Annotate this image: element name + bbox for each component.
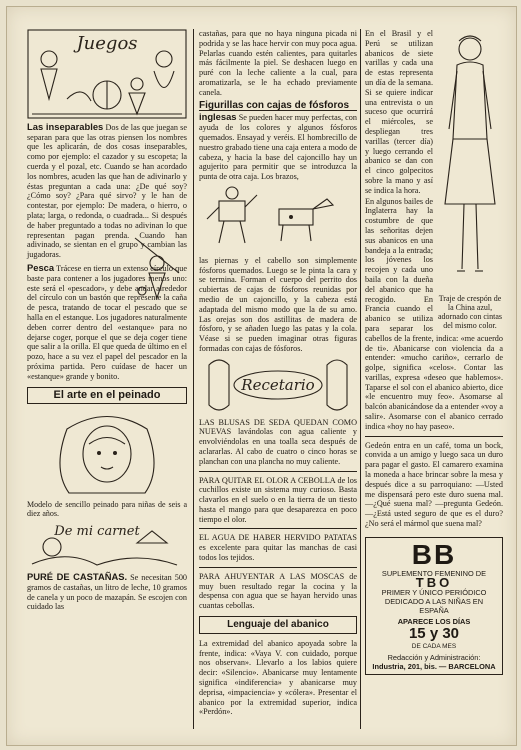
column-middle [199, 29, 357, 718]
ad-bb: BB [411, 538, 457, 570]
section-arte-peinado: El arte en el peinado [27, 387, 187, 405]
ad-cada-mes: DE CADA MES [411, 642, 457, 650]
castanas-continued: castañas, para que no haya ninguna picada ni podrida y se las hace hervir con muy poca agua. Pelarlas cuando estén calientes, para quitarles más fácilmente la piel. Se deshacen luego en puré con la leche caliente a la cual, para aromatizarla, se le ha echado previamente canela. [199, 29, 357, 97]
cebolla-heading: PARA QUITAR EL OLOR A CEBOLLA [199, 475, 336, 485]
dress-figure [437, 29, 503, 331]
separator [199, 528, 357, 529]
pesca-heading: Pesca [27, 261, 55, 273]
ad-days: 15 y 30 [408, 624, 460, 642]
ad-redaccion: Redacción y Administración: [387, 652, 481, 662]
gedeon-joke: Gedeón entra en un café, toma un bock, convida a un amigo y luego saca un duro para pagar el gasto. El camarero examina la moneda a hace brincar sobre la mesa y después dice a su parroquiano: —Usted me dispensará pero este duro suena mal. —¿Qué suena mal? —pregunta Gedeón. —¿Está usted seguro de que es el duro? ¿No será el mármol que suena mal? [365, 440, 503, 529]
figurillas-heading: Figurillas con cajas de fósforos [199, 101, 357, 112]
separator [199, 567, 357, 568]
cebolla-text: de los cuchillos existe un sistema muy curioso. Basta clavarlos en el suelo o en la tierra de un tiesto hasta el mango para que desaparezca en poco tiempo el olor. [199, 475, 357, 524]
column-rule-2 [360, 29, 361, 729]
recetario-heading: Recetario [241, 375, 315, 394]
abanico-continued-2: En algunos bailes de Inglaterra hay la costumbre de que las señoritas dejen sus abanicos en una bandeja a la entrada; los jóvenes los recojen y cada uno baila con la dueña del abanico que ha recogido. En Francia cuando el abanico se utiliza para separar los cabellos de la frente, indica: «me acuerdo de ti». Abanicarse con violencia da a entender: «mucho cariño», cerrarlo de golpe, significa «celos». Contar las varillas, expresa «deseo que hablemos». Taparse el sol con el abanico abierto, dice «le encuentro muy feo». Asomarse al balcón abanicándose da a entender «voy a salir». Asomarse con el abanico cerrado indica «hoy no hay paseo». [365, 196, 503, 431]
juegos-illustration [27, 29, 187, 119]
juegos-heading: Juegos [76, 33, 138, 54]
column-left [27, 29, 187, 613]
mi-carnet-illustration [27, 519, 187, 569]
matchbox-figures-illustration [199, 183, 357, 253]
mi-carnet-heading: De mi carnet [54, 524, 140, 540]
inseparables-heading: Las inseparables [27, 120, 104, 132]
figurillas-text-2: las piernas y el cabello son simplemente fósforos quemados. Luego se le pinta la cara y se termina. Forman el cuerpo del perrito dos cubiertas de cajas de fósforos reunidas por medio de un cajoncillo, y la cabeza está adaptada del mismo modo que la de su amo. Las orejas son dos astillitas de madera de fósforo, y se añaden luego las patas y la cola. Véase si se pueden imaginar otras figuras formadas con cajas de fósforos. [199, 255, 357, 353]
dress-caption: Traje de crespón de la China azul, adornado con cintas del mismo color. [438, 293, 502, 330]
section-lenguaje-abanico: Lenguaje del abanico [199, 616, 357, 634]
separator [365, 436, 503, 437]
pesca-text: Trácese en tierra un extenso círculo que baste para contener a los jugadores menos uno: este será el «pescador», y debe andar alrededor del círculo con un bastón que represente la caña de pesca, tratando de tocar el pescado que se halla en el estanque. Los jugadores naturalmente deben correr dentro del «estanque» para no dejarse coger, porque el que se deja coger tiene que salir a la orilla. El que queda de último en el pozo, hace a su vez el papel del pescador en la próxima partida. Pero cuídase de hacer un «estanque» grande y bonito. [27, 263, 187, 381]
abanico-text: La extremidad del abanico apoyada sobre la frente, indica: «Vaya V. con cuidado, porque nos observan». Llevarlo a los labios quiere decir: «Silencio». Abanicarse muy lentamente significa «indiferencia» y abanicarse muy deprisa, «impaciencia» y «cólera». Presentar el abanico por la extremidad superior, indica «Perdón». [199, 638, 357, 717]
bb-advert [365, 537, 503, 675]
inseparables-text: Dos de las que juegan se separan para que las otras piensen los nombres que les aplicarán, de dos cosas inseparables, como por ejemplo: el cazador y su escopeta; la cuerda y el pozal, etc. Cuando se han acordado los nombres, acuden las que han de adivinarlo y éstas preguntan a cada una: ¿De qué soy? ¿Cómo soy? ¿Para qué sirvo? y le han de contestar, por ejemplo: De madera, o hierro, o plata; larga, o redonda, o cuadrada... Si después de haber preguntado a todas no adivinan lo que representan pagan prenda. Cuando han adivinado, se sientan en el grupo y cambian las jugadoras. [27, 122, 187, 260]
pure-castanas-text: Se necesitan 500 gramos de castañas, un litro de leche, 10 gramos de canela y un poco de mazapán. Se escojen con cuidado las [27, 572, 188, 612]
moscas-heading: PARA AHUYENTAR A LAS MOSCAS [199, 571, 345, 581]
magazine-page [6, 6, 517, 746]
pure-castanas-heading: PURÉ DE CASTAÑAS. [27, 570, 128, 582]
ad-suplemento: SUPLEMENTO FEMENINO DE [381, 568, 487, 578]
column-rule-1 [193, 29, 194, 729]
ad-aparece: APARECE LOS DÍAS [397, 616, 471, 626]
blusas-text: lavándolas con agua caliente y envolviéndolas en una toalla seca después de aclararlas. Al cabo de cuatro o cinco horas se planchan con una plancha no muy caliente. [199, 427, 358, 466]
ad-tbo: TBO [415, 574, 453, 590]
ad-address: Industria, 201, bis. — BARCELONA [372, 661, 496, 671]
inglesas-lead: inglesas [199, 111, 237, 123]
agua-heading: EL AGUA DE HABER HERVIDO PATATAS [199, 533, 357, 543]
column-right [365, 29, 503, 675]
hairstyle-caption: Modelo de sencillo peinado para niñas de seis a diez años. [27, 500, 187, 519]
recetario-banner [199, 355, 357, 415]
agua-text: es excelente para quitar las manchas de casi todos los tejidos. [199, 543, 357, 563]
moscas-text: de muy buen resultado regar la cocina y la despensa con agua que se hayan hervido unas cuantas cebollas. [199, 571, 358, 611]
ad-primer: PRIMER Y ÚNICO PERIÓDICO DEDICADO A LAS NIÑAS EN ESPAÑA [381, 587, 487, 615]
hairstyle-illustration [27, 409, 187, 497]
figurillas-text: Se pueden hacer muy perfectas, con ayuda de los colores y algunos fósforos quemados. Ensayad y veréis. El hombrecillo de nuestro grabado tiene una caja entera a modo de cabeza, y hacia la base del cajoncillo hay un agujerito para permitir que se introduzca la punta de otra caja. Los brazos, [199, 113, 357, 182]
separator [199, 471, 357, 472]
abanico-continued-1: En el Brasil y el Perú se utilizan abanicos de siete varillas y cada una de estas representa un día de la semana. Si se quiere indicar una entrevista o un suceso que ocurrirá el miércoles, se despliegan tres varillas (tercer día) y luego cerrando el abanico se dan con el cinco golpecitos sobre la mano y así se indica la hora. [365, 29, 433, 195]
blusas-heading: LAS BLUSAS DE SEDA QUEDAN COMO NUEVAS [199, 417, 357, 437]
dress-illustration [437, 29, 503, 291]
